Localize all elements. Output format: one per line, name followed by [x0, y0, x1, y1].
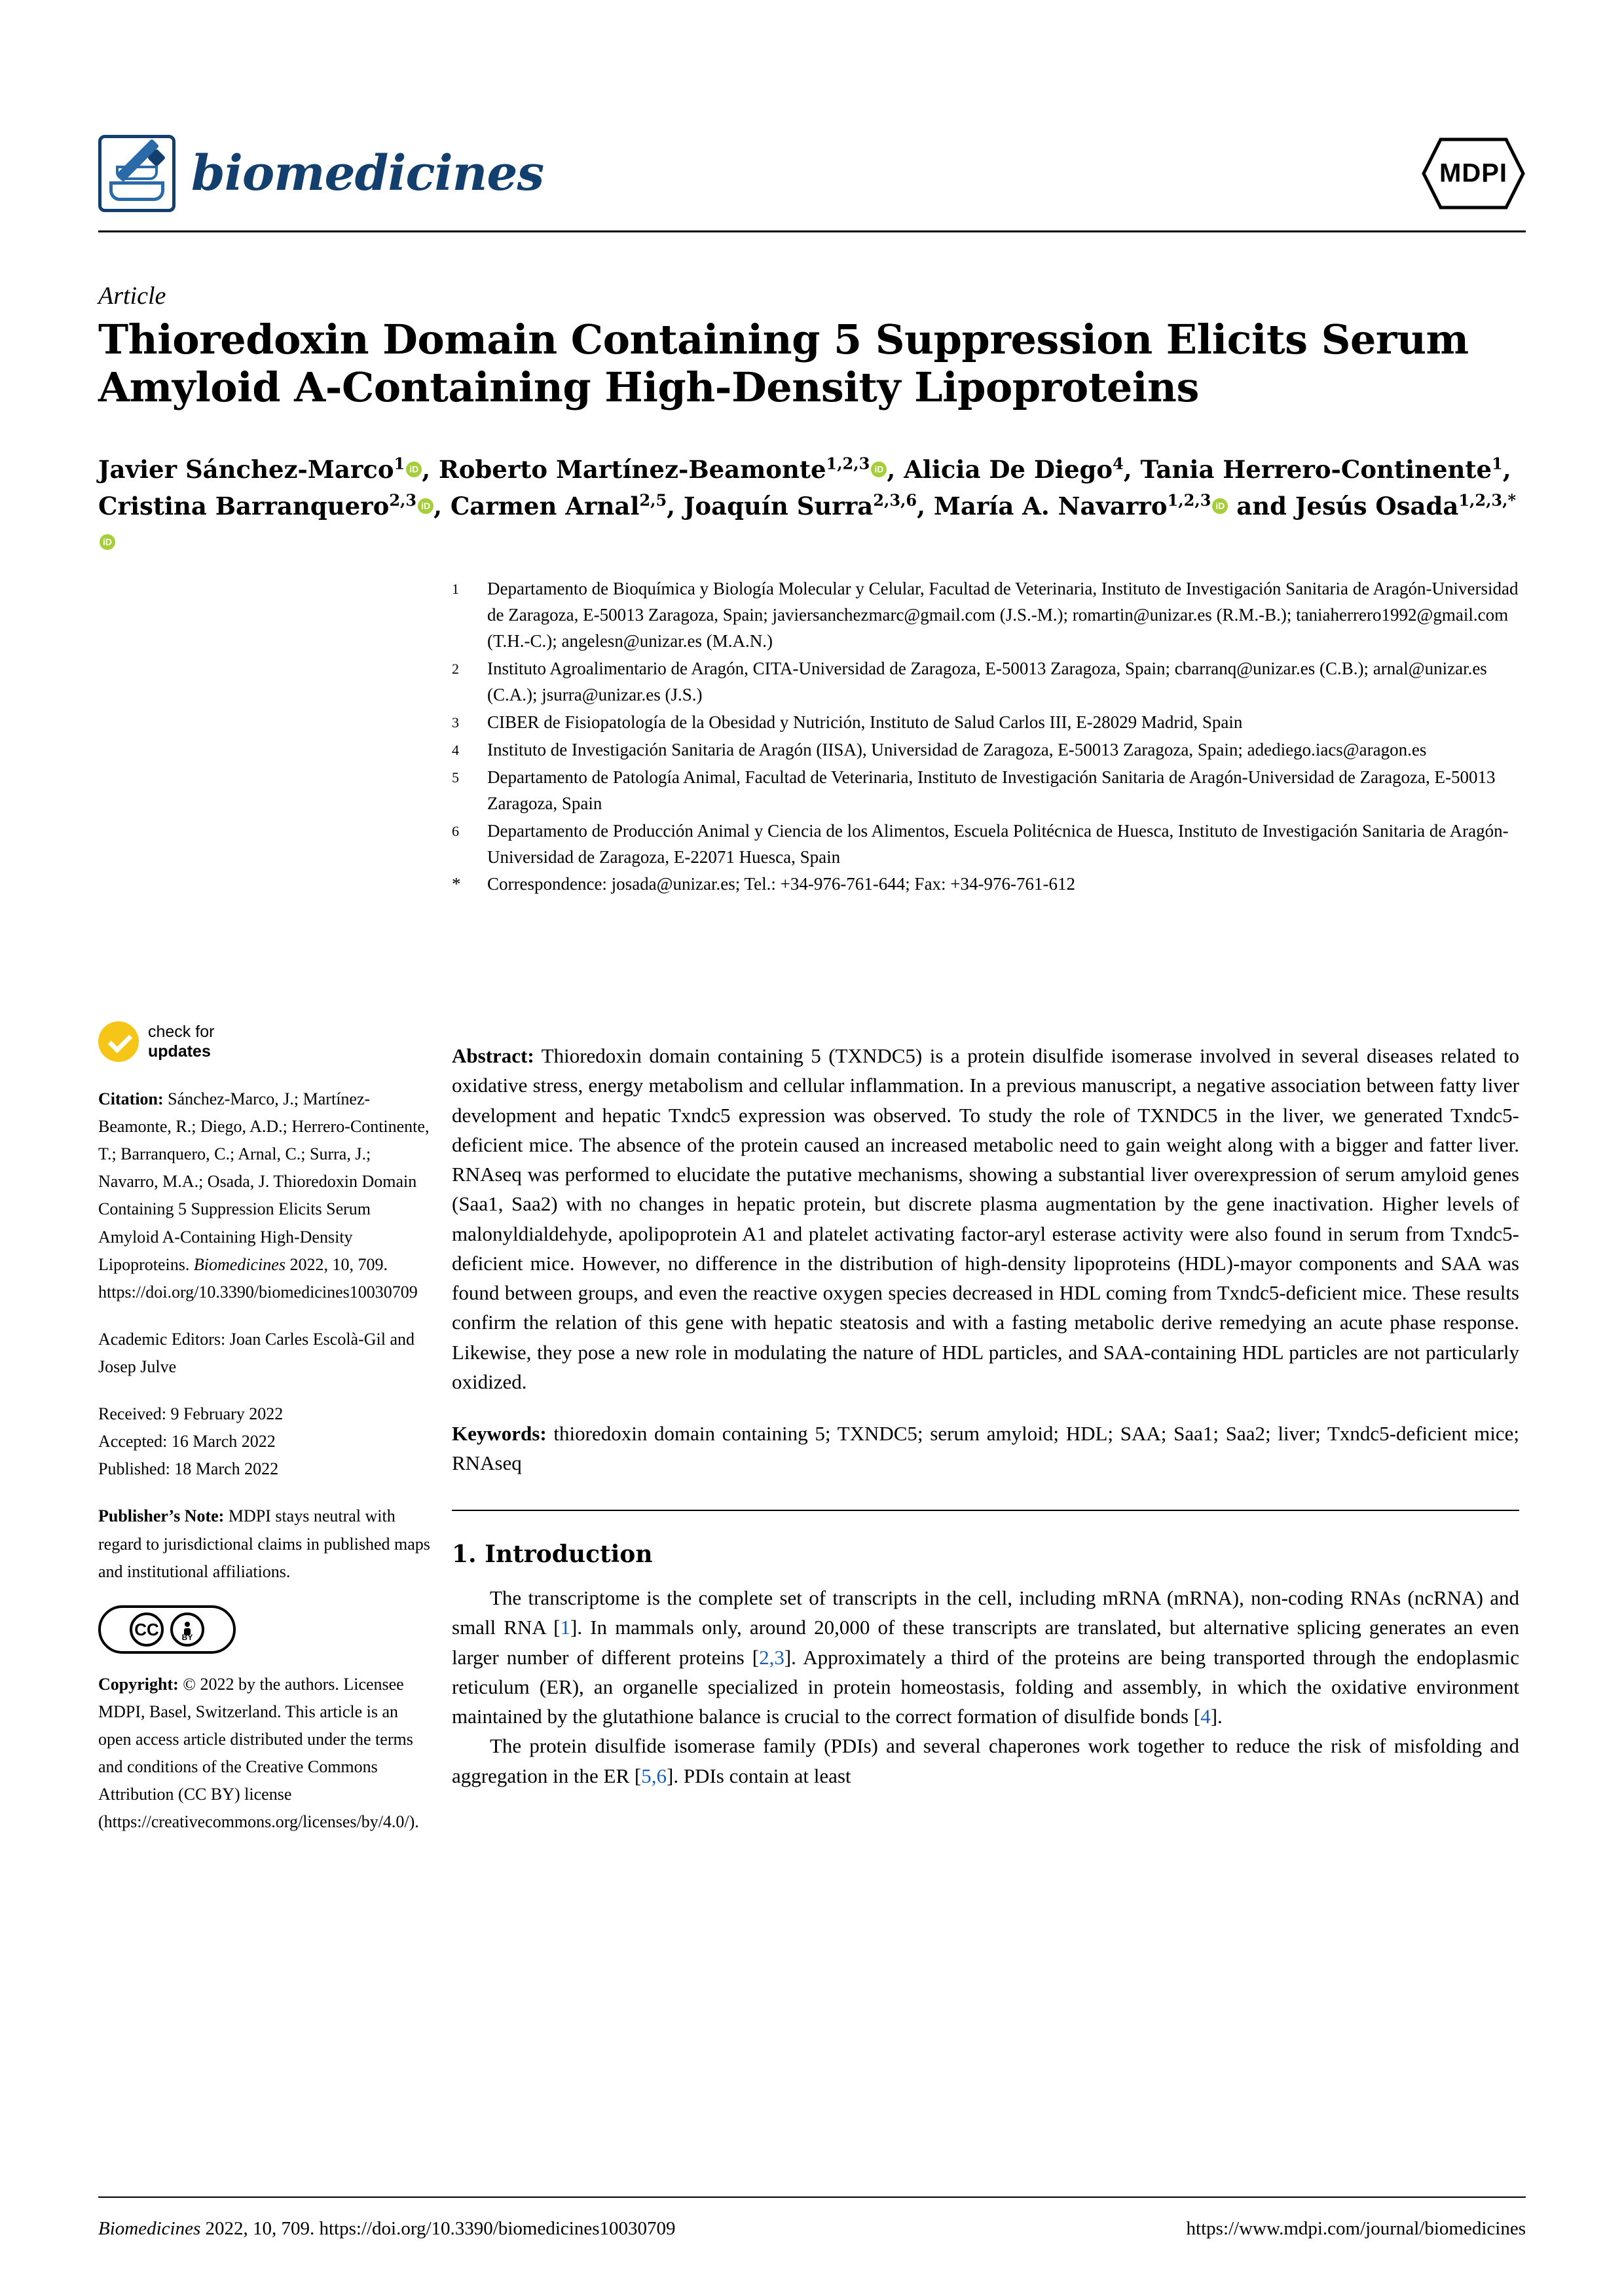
publisher-note-text: MDPI stays neutral with regard to jurisdictional claims in published maps and institutional affiliations.: [98, 1506, 430, 1581]
page-title: Thioredoxin Domain Containing 5 Suppression Elicits Serum Amyloid A-Containing High-Density Lipoproteins: [98, 316, 1469, 412]
intro-p1-part-b: ]. In mammals only, around 20,000 of these transcripts are translated, but alternative splicing generates an even larger number of different proteins [: [452, 1616, 1519, 1669]
author-list: [98, 452, 1526, 561]
author-separator: ,: [1502, 455, 1511, 484]
cc-by-label: BY: [181, 1633, 193, 1643]
affiliation-number: 3: [452, 714, 459, 731]
author-affil-ref: 1,2,3,*: [1458, 490, 1517, 510]
author-name: , María A. Navarro: [917, 491, 1168, 520]
footer-divider: [98, 2196, 1526, 2198]
mdpi-wordmark: MDPI: [1439, 158, 1507, 188]
abstract-label: Abstract:: [452, 1044, 534, 1067]
author-name: and Jesús Osada: [1228, 491, 1459, 520]
author-affil-ref: 1,2,3: [826, 454, 870, 473]
affiliation-text: Instituto Agroalimentario de Aragón, CITA-Universidad de Zaragoza, E-50013 Zaragoza, Spain; cbarranq@unizar.es (C.B.); arnal@unizar.es (C.A.); jsurra@unizar.es (J.S.): [487, 658, 1487, 704]
abstract-section: [452, 1041, 1519, 1396]
citation-block: [98, 1085, 432, 1306]
citation-link[interactable]: 1: [560, 1616, 571, 1639]
citation-link[interactable]: 4: [1200, 1705, 1211, 1728]
affiliation-number: 6: [452, 822, 459, 839]
header-divider: [98, 230, 1526, 232]
creative-commons-icon: [98, 1605, 236, 1654]
crossmark-label: [148, 1022, 214, 1061]
received-date: Received: 9 February 2022: [98, 1404, 284, 1424]
section-divider: [452, 1510, 1519, 1511]
affiliation-number: 1: [452, 581, 459, 597]
dates-block: [98, 1400, 432, 1483]
academic-editors: Academic Editors: Joan Carles Escolà-Gil and Josep Julve: [98, 1329, 415, 1376]
intro-p2-part-b: ]. PDIs contain at least: [667, 1764, 851, 1787]
abstract-text: Thioredoxin domain containing 5 (TXNDC5) is a protein disulfide isomerase involved in several diseases related to oxidative stress, energy metabolism and cellular inflammation. In a previous manuscript, a negative association between fatty liver development and hepatic Txndc5 expression was observed. To study the role of TXNDC5 in the liver, we generated Txndc5-deficient mice. The absence of the protein caused an increased metabolic need to gain weight along with a bigger and fatter liver. RNAseq was performed to elucidate the putative mechanisms, showing a substantial liver overexpression of serum amyloid genes (Saa1, Saa2) with no changes in hepatic protein, but discrete plasma augmentation by the gene inactivation. Higher levels of malonyldialdehyde, apolipoprotein A1 and platelet activating factor-aryl esterase activity were also found in serum from Txndc5-deficient mice. However, no difference in the distribution of high-density lipoproteins (HDL)-mayor components and SAA was found between groups, and even the reactive oxygen species decreased in HDL coming from Txndc5-deficient mice. These results confirm the relation of this gene with hepatic steatosis and with a fasting metabolic derive remedying an acute phase response. Likewise, they pose a new role in modulating the nature of HDL particles, and SAA-containing HDL particles are not particularly oxidized.: [452, 1044, 1519, 1393]
author-affil-ref: 1: [394, 454, 405, 473]
citation-label: Citation:: [98, 1089, 164, 1108]
journal-logo: [98, 135, 544, 212]
affiliation-number: 4: [452, 741, 459, 758]
author-name: , Joaquín Surra: [667, 491, 874, 520]
affiliation-item: [452, 737, 1519, 763]
keywords-section: [452, 1419, 1519, 1478]
orcid-icon[interactable]: [406, 462, 422, 477]
author-affil-ref: 1: [1492, 454, 1503, 473]
correspondence-text: Correspondence: josada@unizar.es; Tel.: +34-976-761-644; Fax: +34-976-761-612: [487, 874, 1076, 894]
check-for-text: check for: [148, 1023, 215, 1041]
crossmark-badge[interactable]: [98, 1021, 432, 1062]
author-affil-ref: 2,3: [389, 490, 417, 510]
author-affil-ref: 4: [1113, 454, 1124, 473]
published-date: Published: 18 March 2022: [98, 1459, 279, 1479]
cc-by-icon: [170, 1613, 204, 1647]
page-footer: [98, 2218, 1526, 2240]
updates-text: updates: [148, 1042, 211, 1061]
author-name: , Alicia De Diego: [887, 455, 1113, 484]
journal-title: biomedicines: [191, 145, 544, 202]
keywords-label: Keywords:: [452, 1422, 547, 1445]
copyright-block: [98, 1671, 432, 1836]
main-content: [452, 1041, 1519, 1791]
page-header: [98, 121, 1526, 226]
biomedicines-mark-icon: [98, 135, 175, 212]
introduction-paragraph-2: [452, 1731, 1519, 1791]
citation-journal: Biomedicines: [193, 1254, 286, 1274]
footer-citation: [98, 2218, 676, 2240]
keywords-text: thioredoxin domain containing 5; TXNDC5; serum amyloid; HDL; SAA; Saa1; Saa2; liver; Txndc5-deficient mice; RNAseq: [452, 1422, 1519, 1475]
citation-volume: 2022, 10, 709. https://doi.org/10.3390/biomedicines10030709: [98, 1254, 418, 1302]
affiliation-number: 2: [452, 660, 459, 677]
footer-journal-name: Biomedicines: [98, 2218, 201, 2239]
introduction-heading: 1. Introduction: [452, 1540, 653, 1568]
affiliation-text: Departamento de Bioquímica y Biología Molecular y Celular, Facultad de Veterinaria, Instituto de Investigación Sanitaria de Aragón-Universidad de Zaragoza, E-50013 Zaragoza, Spain; javiersanchezmarc@gmail.com (J.S.-M.); romartin@unizar.es (R.M.-B.); taniaherrero1992@gmail.com (T.H.-C.); angelesn@unizar.es (M.A.N.): [487, 579, 1519, 651]
affiliation-item: [452, 576, 1519, 655]
author-name: , Roberto Martínez-Beamonte: [422, 455, 826, 484]
author-name: , Tania Herrero-Continente: [1123, 455, 1492, 484]
affiliation-text: Departamento de Patología Animal, Facultad de Veterinaria, Instituto de Investigación Sanitaria de Aragón-Universidad de Zaragoza, E-50013 Zaragoza, Spain: [487, 767, 1496, 813]
author-affil-ref: 2,5: [639, 490, 667, 510]
author-name: Javier Sánchez-Marco: [98, 455, 394, 484]
affiliation-text: Departamento de Producción Animal y Ciencia de los Alimentos, Escuela Politécnica de Huesca, Instituto de Investigación Sanitaria de Aragón-Universidad de Zaragoza, E-22071 Huesca, Spain: [487, 820, 1509, 867]
author-affil-ref: 2,3,6: [873, 490, 917, 510]
affiliation-item: [452, 710, 1519, 736]
accepted-date: Accepted: 16 March 2022: [98, 1432, 276, 1451]
orcid-icon[interactable]: [871, 462, 887, 477]
affiliation-number: 5: [452, 769, 459, 786]
copyright-label: Copyright:: [98, 1674, 179, 1694]
footer-citation-rest: 2022, 10, 709. https://doi.org/10.3390/biomedicines10030709: [200, 2218, 676, 2239]
publisher-note: [98, 1503, 432, 1585]
metadata-sidebar: [98, 1021, 432, 1855]
affiliation-text: Instituto de Investigación Sanitaria de Aragón (IISA), Universidad de Zaragoza, E-50013 Zaragoza, Spain; adediego.iacs@aragon.es: [487, 739, 1427, 759]
cc-letters-icon: [130, 1613, 164, 1647]
orcid-icon[interactable]: [418, 498, 434, 514]
footer-url[interactable]: https://www.mdpi.com/journal/biomedicines: [1186, 2218, 1526, 2239]
citation-text: Sánchez-Marco, J.; Martínez-Beamonte, R.; Diego, A.D.; Herrero-Continente, T.; Barranquero, C.; Arnal, C.; Surra, J.; Navarro, M.A.; Osada, J. Thioredoxin Domain Containing 5 Suppression Elicits Serum Amyloid A-Containing High-Density Lipoproteins.: [98, 1089, 430, 1274]
article-type: Article: [98, 282, 166, 310]
copyright-text: © 2022 by the authors. Licensee MDPI, Basel, Switzerland. This article is an open access article distributed under the terms and conditions of the Creative Commons Attribution (CC BY) license (https://creativecommons.org/licenses/by/4.0/).: [98, 1674, 419, 1832]
mdpi-logo-icon: [1421, 137, 1526, 210]
affiliation-item: [452, 871, 1519, 898]
author-affil-ref: 1,2,3: [1167, 490, 1211, 510]
check-icon: [98, 1021, 139, 1062]
affiliation-item: [452, 818, 1519, 871]
publisher-note-label: Publisher’s Note:: [98, 1506, 225, 1526]
affiliation-text: CIBER de Fisiopatología de la Obesidad y Nutrición, Instituto de Salud Carlos III, E-28029 Madrid, Spain: [487, 712, 1243, 732]
orcid-icon[interactable]: [1212, 498, 1228, 514]
introduction-paragraph-1: [452, 1583, 1519, 1731]
orcid-icon[interactable]: [100, 534, 115, 550]
affiliations-list: [452, 576, 1519, 899]
intro-p1-part-d: ].: [1210, 1705, 1223, 1728]
affiliation-number: *: [452, 874, 461, 894]
author-name: Cristina Barranquero: [98, 491, 390, 520]
affiliation-item: [452, 656, 1519, 708]
intro-p2-part-a: The protein disulfide isomerase family (PDIs) and several chaperones work together to reduce the risk of misfolding and aggregation in the ER [: [452, 1734, 1519, 1787]
affiliation-item: [452, 765, 1519, 817]
citation-link[interactable]: 5,6: [641, 1764, 667, 1787]
author-name: , Carmen Arnal: [434, 491, 640, 520]
abstract-paragraph: [452, 1041, 1519, 1396]
intro-p1-part-c: ]. Approximately a third of the proteins are being transported through the endoplasmic reticulum (ER), an organelle specialized in protein homeostasis, folding and assembly, in which the oxidative environment maintained by the glutathione balance is crucial to the correct formation of disulfide bonds [: [452, 1645, 1520, 1728]
citation-link[interactable]: 2,3: [759, 1645, 784, 1669]
cc-letters-label: CC: [134, 1619, 159, 1639]
intro-p1-part-a: The transcriptome is the complete set of transcripts in the cell, including mRNA (mRNA), non-coding RNAs (ncRNA) and small RNA [: [452, 1586, 1519, 1639]
